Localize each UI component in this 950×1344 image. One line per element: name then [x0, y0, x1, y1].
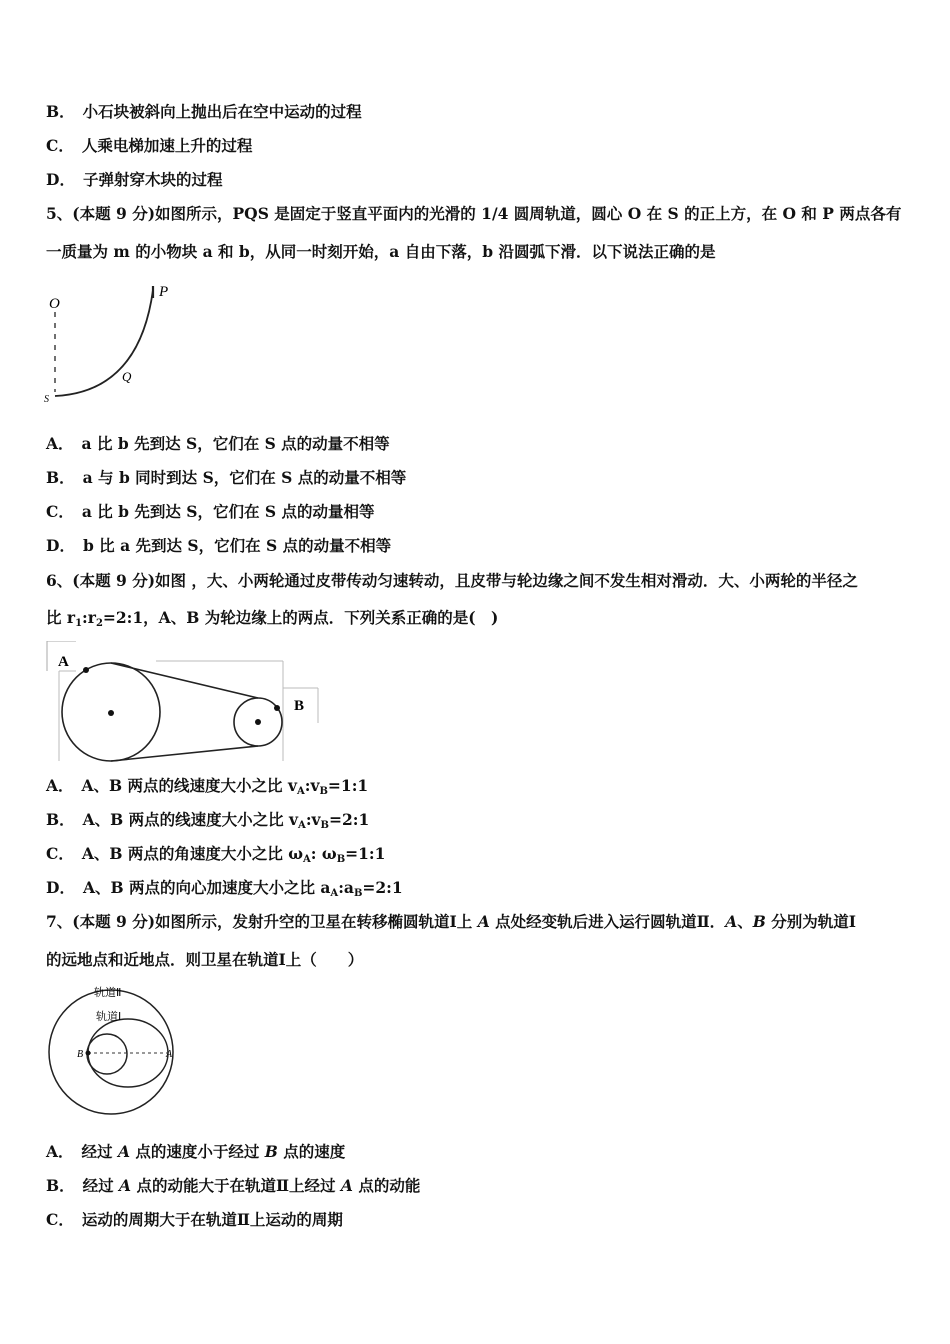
- small-wheel-center: [255, 719, 261, 725]
- option-letter: B．: [46, 468, 75, 487]
- label-p: P: [159, 284, 169, 300]
- q5-stem-line1: 5、(本题 9 分)如图所示，PQS 是固定于竖直平面内的光滑的 1/4 圆周轨道，圆心 O 在 S 的正上方，在 O 和 P 两点各有: [46, 204, 902, 223]
- q6-stem-line1: 6、(本题 9 分)如图 ，大、小两轮通过皮带传动匀速转动，且皮带与轮边缘之间不发生相对滑动．大、小两轮的半径之: [46, 571, 858, 590]
- earth-circle: [87, 1034, 127, 1074]
- belt-top: [111, 663, 258, 698]
- option-text: 人乘电梯加速上升的过程: [81, 136, 253, 155]
- q6-figure: [46, 641, 321, 763]
- q6-option-d: D． A、B 两点的向心加速度大小之比 $a_A:a_B=2:1$: [46, 878, 403, 899]
- option-text: 小石块被斜向上抛出后在空中运动的过程: [82, 102, 362, 121]
- option-text: 子弹射穿木块的过程: [82, 170, 223, 189]
- q7-option-a: A． 经过 A 点的速度小于经过 B 点的速度: [46, 1142, 346, 1161]
- q5-option-c: [46, 502, 910, 522]
- label-s: S: [44, 394, 49, 405]
- q7-option-b: B． 经过 A 点的动能大于在轨道Ⅱ上经过 A 点的动能: [46, 1176, 421, 1195]
- q6-option-a: A． A、B 两点的线速度大小之比 $v_A:v_B=1:1$: [46, 776, 369, 797]
- label-orbit-1: 轨道Ⅰ: [96, 1011, 122, 1023]
- orbit-2-circle: [49, 990, 173, 1114]
- q6-stem-line2: 比 $r_1:r_2=2:1$，A、B 为轮边缘上的两点．下列关系正确的是( ): [46, 608, 499, 629]
- q7-figure: [46, 980, 186, 1116]
- belt-bottom: [111, 746, 258, 761]
- q6-option-b: B． A、B 两点的线速度大小之比 $v_A:v_B=2:1$: [46, 810, 370, 831]
- q4-option-b: [46, 102, 910, 122]
- q6-option-c: C． A、B 两点的角速度大小之比 $\omega_A$: $\omega_B=1:1$: [46, 844, 386, 865]
- option-text: b 比 a 先到达 S，它们在 S 点的动量不相等: [82, 536, 392, 555]
- label-b: B: [294, 698, 305, 714]
- point-a: [83, 667, 89, 673]
- q5-stem-line2: 一质量为 m 的小物块 a 和 b，从同一时刻开始，a 自由下落，b 沿圆弧下滑．以下说法正确的是: [46, 242, 716, 261]
- q5-option-b: [46, 468, 910, 488]
- option-text: a 与 b 同时到达 S，它们在 S 点的动量不相等: [82, 468, 407, 487]
- q7-option-c: C． 运动的周期大于在轨道Ⅱ上运动的周期: [46, 1210, 343, 1229]
- q7-stem-line1: 7、(本题 9 分)如图所示，发射升空的卫星在转移椭圆轨道Ⅰ上 A 点处经变轨后进入运行圆轨道Ⅱ．A、B 分别为轨道Ⅰ: [46, 912, 856, 931]
- option-text: a 比 b 先到达 S，它们在 S 点的动量相等: [81, 502, 375, 521]
- option-text: a 比 b 先到达 S，它们在 S 点的动量不相等: [81, 434, 390, 453]
- q4-option-c: [46, 136, 910, 156]
- option-letter: B．: [46, 102, 75, 121]
- q5-option-a: [46, 434, 910, 454]
- option-letter: D．: [46, 170, 75, 189]
- q7-stem-line2: 的远地点和近地点．则卫星在轨道Ⅰ上（ ）: [46, 950, 364, 969]
- q4-option-d: [46, 170, 910, 190]
- option-letter: C．: [46, 502, 74, 521]
- label-a: A: [58, 654, 69, 670]
- label-orbit-2: 轨道Ⅱ: [94, 987, 122, 999]
- option-letter: A．: [46, 434, 74, 453]
- option-letter: C．: [46, 136, 74, 155]
- label-a: A: [166, 1049, 173, 1060]
- point-b: [274, 705, 280, 711]
- label-o: O: [49, 296, 60, 312]
- label-q: Q: [122, 369, 132, 384]
- large-wheel-center: [108, 710, 114, 716]
- point-b: [86, 1051, 91, 1056]
- q5-figure: [44, 280, 184, 410]
- option-letter: D．: [46, 536, 75, 555]
- q5-option-d: [46, 536, 910, 556]
- label-b: B: [77, 1049, 84, 1060]
- quarter-circle-track: [55, 290, 153, 396]
